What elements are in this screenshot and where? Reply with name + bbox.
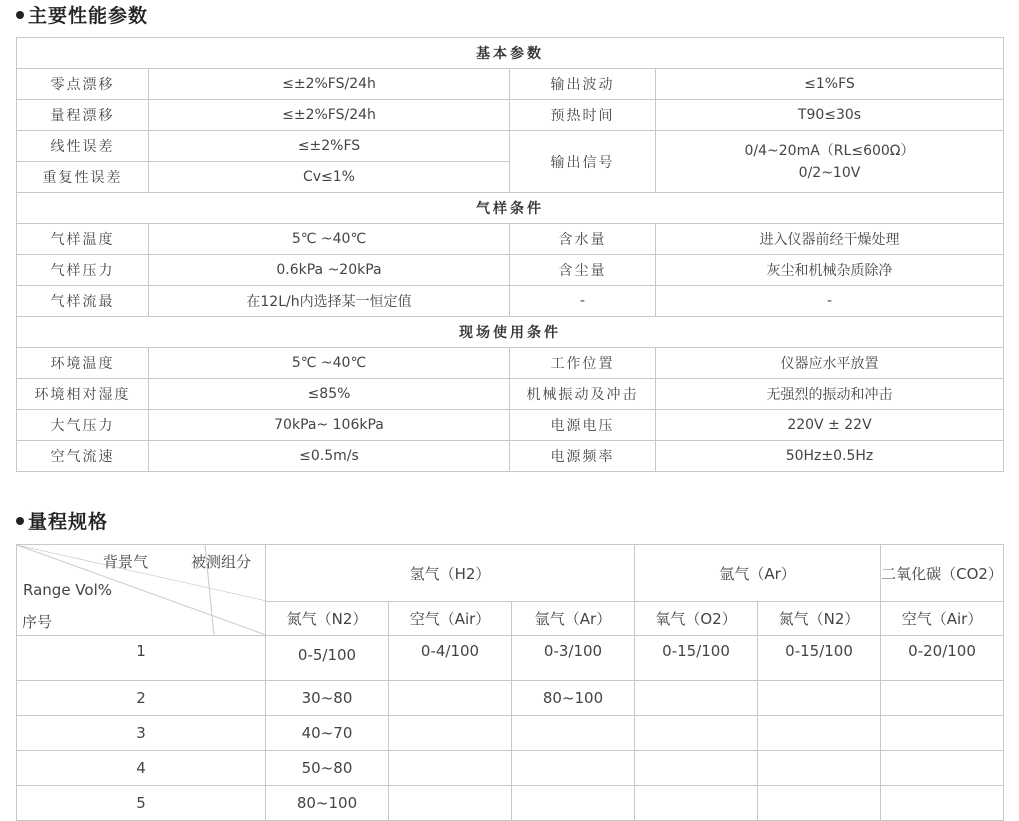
seq-2: 2	[17, 681, 266, 716]
cell-r4-c0: 50~80	[266, 751, 389, 786]
sub-argon: 氩气（Ar）	[512, 602, 635, 636]
value-output-fluct: ≤1%FS	[656, 69, 1004, 100]
label-power-voltage: 电源电压	[510, 410, 656, 441]
sub-air: 空气（Air）	[389, 602, 512, 636]
sub-nitrogen: 氮气（N2）	[266, 602, 389, 636]
value-env-humid: ≤85%	[149, 379, 510, 410]
section-title-performance: 主要性能参数	[16, 4, 148, 28]
sub-nitrogen-2: 氮气（N2）	[758, 602, 881, 636]
label-gas-flow: 气样流最	[17, 286, 149, 317]
section-gas: 气样条件	[17, 193, 1004, 224]
label-work-pos: 工作位置	[510, 348, 656, 379]
cell-r3-c3	[635, 716, 758, 751]
cell-r3-c2	[512, 716, 635, 751]
cell-r4-c2	[512, 751, 635, 786]
seq-5: 5	[17, 786, 266, 821]
cell-r1-c1: 0-4/100	[389, 636, 512, 681]
value-gas-pressure: 0.6kPa ~20kPa	[149, 255, 510, 286]
value-work-pos: 仪器应水平放置	[656, 348, 1004, 379]
value-preheat: T90≤30s	[656, 100, 1004, 131]
label-power-freq: 电源频率	[510, 441, 656, 472]
cell-r4-c5	[881, 751, 1004, 786]
label-repeat-err: 重复性误差	[17, 162, 149, 193]
cell-r1-c4: 0-15/100	[758, 636, 881, 681]
cell-r2-c1	[389, 681, 512, 716]
cell-r1-c5: 0-20/100	[881, 636, 1004, 681]
cell-r5-c5	[881, 786, 1004, 821]
value-gas-flow: 在12L/h内选择某一恒定值	[149, 286, 510, 317]
label-atm-pressure: 大气压力	[17, 410, 149, 441]
value-dust: 灰尘和机械杂质除净	[656, 255, 1004, 286]
cell-r4-c4	[758, 751, 881, 786]
group-argon: 氩气（Ar）	[635, 545, 881, 602]
value-water: 进入仪器前经干燥处理	[656, 224, 1004, 255]
label-vibration: 机械振动及冲击	[510, 379, 656, 410]
label-range-vol: Range Vol%	[23, 581, 113, 599]
cell-r5-c2	[512, 786, 635, 821]
label-env-humid: 环境相对湿度	[17, 379, 149, 410]
cell-r2-c0: 30~80	[266, 681, 389, 716]
value-power-freq: 50Hz±0.5Hz	[656, 441, 1004, 472]
label-gas-pressure: 气样压力	[17, 255, 149, 286]
cell-r5-c3	[635, 786, 758, 821]
value-output-signal	[656, 131, 1004, 193]
cell-r1-c0: 0-5/100	[266, 636, 389, 681]
cell-r4-c1	[389, 751, 512, 786]
cell-r3-c1	[389, 716, 512, 751]
cell-r1-c2: 0-3/100	[512, 636, 635, 681]
value-linear-err: ≤±2%FS	[149, 131, 510, 162]
value-vibration: 无强烈的振动和冲击	[656, 379, 1004, 410]
label-background-gas: 背景气	[103, 553, 149, 571]
section-site: 现场使用条件	[17, 317, 1004, 348]
output-signal-line2: 0/2~10V	[798, 164, 861, 181]
cell-r5-c0: 80~100	[266, 786, 389, 821]
cell-r2-c2: 80~100	[512, 681, 635, 716]
cell-r2-c5	[881, 681, 1004, 716]
value-gas-temp: 5℃ ~40℃	[149, 224, 510, 255]
value-atm-pressure: 70kPa~ 106kPa	[149, 410, 510, 441]
cell-r2-c4	[758, 681, 881, 716]
seq-4: 4	[17, 751, 266, 786]
label-output-fluct: 输出波动	[510, 69, 656, 100]
bullet-icon	[16, 11, 24, 19]
seq-1: 1	[17, 636, 266, 681]
seq-3: 3	[17, 716, 266, 751]
empty-dash-value: -	[656, 286, 1004, 317]
section-title-range: 量程规格	[16, 510, 108, 534]
cell-r5-c4	[758, 786, 881, 821]
label-measured-component: 被测组分	[191, 553, 252, 571]
cell-r4-c3	[635, 751, 758, 786]
section-basic: 基本参数	[17, 38, 1004, 69]
value-env-temp: 5℃ ~40℃	[149, 348, 510, 379]
value-power-voltage: 220V ± 22V	[656, 410, 1004, 441]
range-table	[16, 544, 1004, 821]
label-seq: 序号	[22, 613, 53, 631]
cell-r3-c5	[881, 716, 1004, 751]
cell-r5-c1	[389, 786, 512, 821]
performance-table	[16, 37, 1004, 472]
output-signal-line1: 0/4~20mA（RL≤600Ω）	[744, 142, 915, 159]
value-repeat-err: Cv≤1%	[149, 162, 510, 193]
label-air-speed: 空气流速	[17, 441, 149, 472]
cell-r3-c4	[758, 716, 881, 751]
cell-r2-c3	[635, 681, 758, 716]
value-zero-drift: ≤±2%FS/24h	[149, 69, 510, 100]
label-linear-err: 线性误差	[17, 131, 149, 162]
sub-oxygen: 氧气（O2）	[635, 602, 758, 636]
group-hydrogen: 氢气（H2）	[266, 545, 635, 602]
label-zero-drift: 零点漂移	[17, 69, 149, 100]
corner-header	[17, 545, 266, 636]
cell-r3-c0: 40~70	[266, 716, 389, 751]
empty-dash-label: -	[510, 286, 656, 317]
group-co2: 二氧化碳（CO2）	[881, 545, 1004, 602]
cell-r1-c3: 0-15/100	[635, 636, 758, 681]
value-range-drift: ≤±2%FS/24h	[149, 100, 510, 131]
sub-air-2: 空气（Air）	[881, 602, 1004, 636]
label-range-drift: 量程漂移	[17, 100, 149, 131]
value-air-speed: ≤0.5m/s	[149, 441, 510, 472]
label-preheat: 预热时间	[510, 100, 656, 131]
bullet-icon	[16, 517, 24, 525]
label-output-signal: 输出信号	[510, 131, 656, 193]
label-dust: 含尘量	[510, 255, 656, 286]
label-water: 含水量	[510, 224, 656, 255]
label-env-temp: 环境温度	[17, 348, 149, 379]
label-gas-temp: 气样温度	[17, 224, 149, 255]
